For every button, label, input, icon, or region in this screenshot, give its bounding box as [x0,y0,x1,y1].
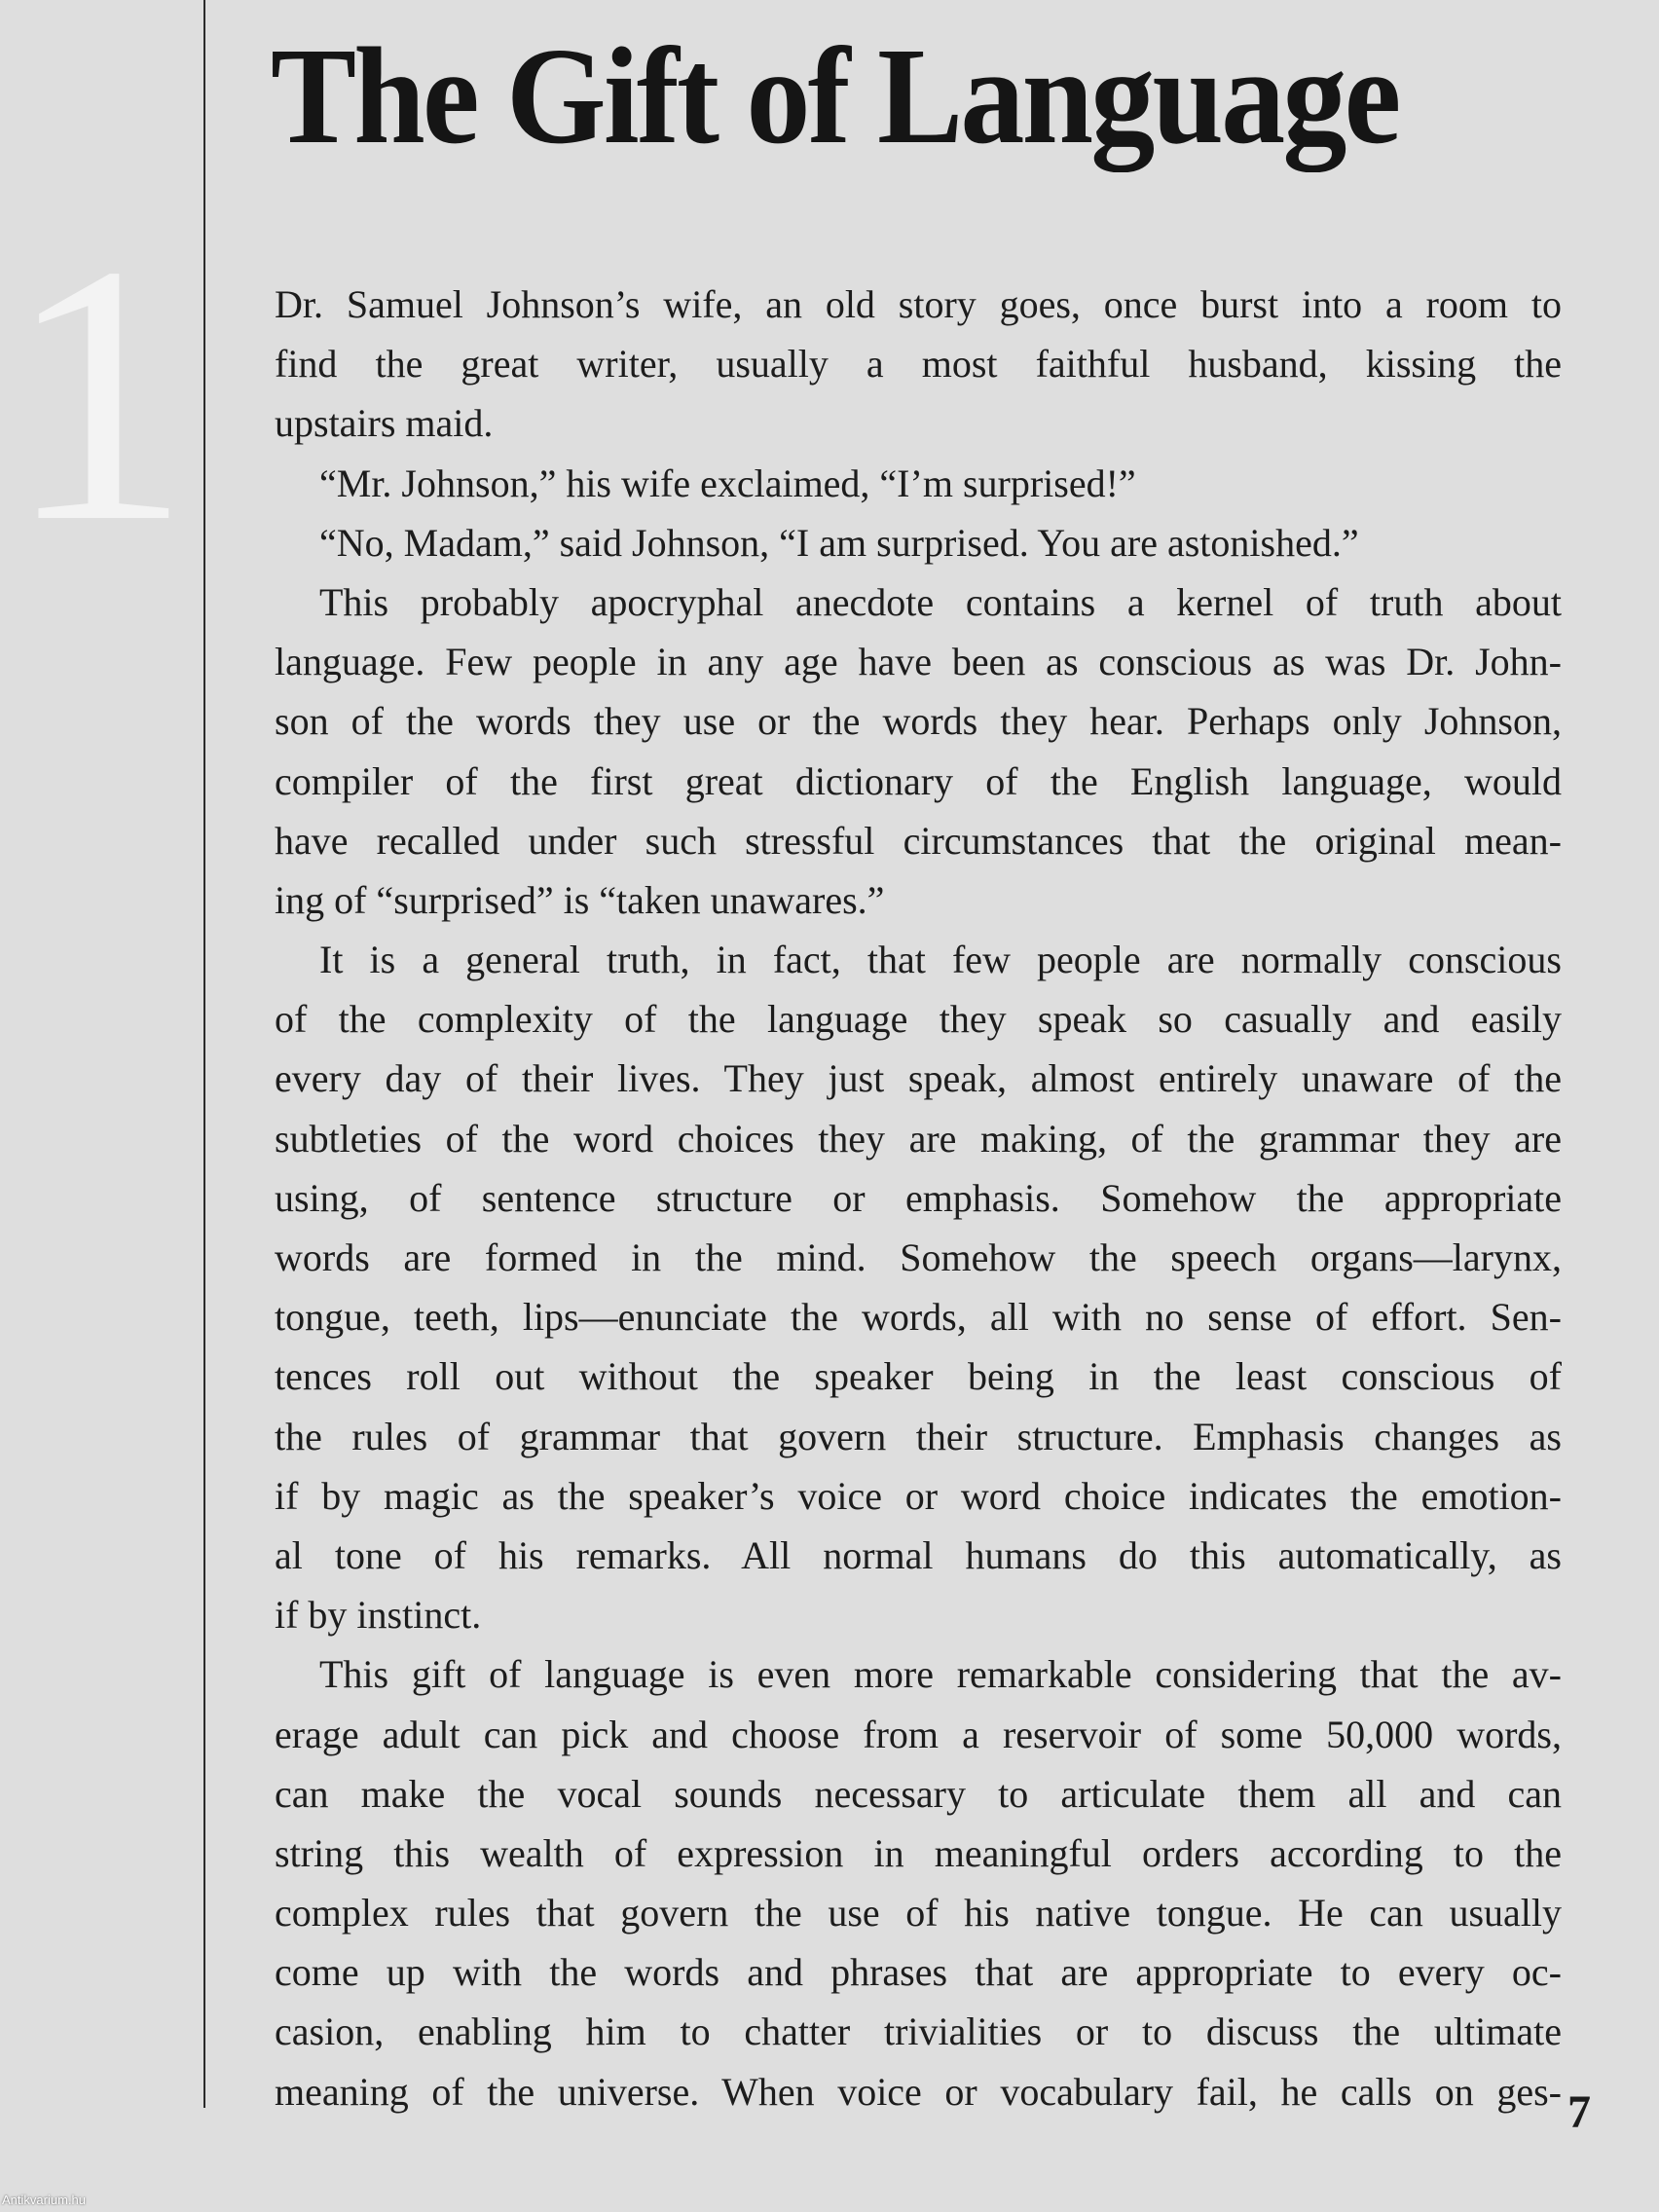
chapter-number: 1 [6,189,191,599]
text-line: son of the words they use or the words they hear. Perhaps only Johnson, [275,699,1562,744]
text-line: of the complexity of the language they speak so casually and easily [275,997,1562,1042]
text-line: using, of sentence structure or emphasis. Somehow the appropriate [275,1175,1562,1220]
text-line: erage adult can pick and choose from a reservoir of some 50,000 words, [275,1712,1562,1756]
text-line: It is a general truth, in fact, that few people are normally conscious [319,938,1562,982]
margin-rule [203,0,205,2108]
text-line: string this wealth of expression in meaningful orders according to the [275,1830,1562,1875]
text-line: language. Few people in any age have been as conscious as was Dr. John- [275,640,1562,684]
chapter-title: The Gift of Language [271,18,1399,172]
text-line: upstairs maid. [275,401,494,446]
watermark: Antikvarium.hu [2,2193,86,2207]
text-line: meaning of the universe. When voice or vocabulary fail, he calls on ges- [275,2069,1562,2114]
text-line: al tone of his remarks. All normal humans do this automatically, as [275,1532,1562,1577]
text-line: “Mr. Johnson,” his wife exclaimed, “I’m surprised!” [319,461,1136,505]
text-line: words are formed in the mind. Somehow the speech organs—larynx, [275,1235,1562,1279]
body-text [275,275,1562,2121]
text-line: subtleties of the word choices they are making, of the grammar they are [275,1116,1562,1161]
text-line: have recalled under such stressful circumstances that the original mean- [275,818,1562,863]
text-line: tences roll out without the speaker being in the least conscious of [275,1354,1562,1399]
text-line: complex rules that govern the use of his native tongue. He can usually [275,1891,1562,1936]
text-line: if by magic as the speaker’s voice or word choice indicates the emotion- [275,1473,1562,1518]
text-line: This gift of language is even more remarkable considering that the av- [319,1652,1562,1697]
text-line: compiler of the first great dictionary of the English language, would [275,758,1562,803]
text-line: Dr. Samuel Johnson’s wife, an old story goes, once burst into a room to [275,282,1562,326]
text-line: can make the vocal sounds necessary to articulate them all and can [275,1771,1562,1816]
text-line: This probably apocryphal anecdote contains a kernel of truth about [319,579,1562,624]
text-line: ing of “surprised” is “taken unawares.” [275,877,885,922]
text-line: every day of their lives. They just speak, almost entirely unaware of the [275,1056,1562,1101]
text-line: if by instinct. [275,1593,482,1638]
text-line: come up with the words and phrases that are appropriate to every oc- [275,1950,1562,1995]
text-line: the rules of grammar that govern their structure. Emphasis changes as [275,1414,1562,1458]
page-number: 7 [1567,2086,1591,2138]
text-line: “No, Madam,” said Johnson, “I am surprised. You are astonished.” [319,520,1359,565]
text-line: casion, enabling him to chatter trivialities or to discuss the ultimate [275,2009,1562,2054]
text-line: tongue, teeth, lips—enunciate the words, all with no sense of effort. Sen- [275,1295,1562,1340]
text-line: find the great writer, usually a most faithful husband, kissing the [275,342,1562,387]
